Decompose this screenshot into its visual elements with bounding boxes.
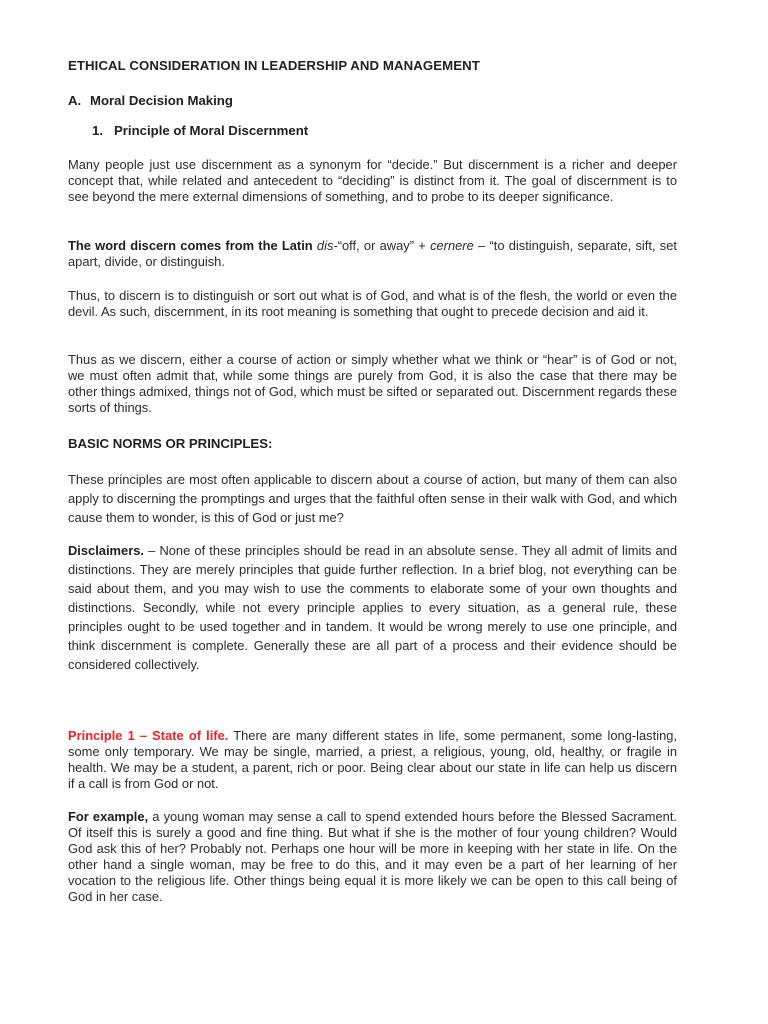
paragraph-latin-etymology: [68, 238, 677, 270]
disclaimers-text: – None of these principles should be read in an absolute sense. They all admit of limits and distinctions. They are merely principles that guide further reflection. In a brief blog, not everything can be said about them, and you may wish to use the comments to elaborate some of your own thoughts and distinctions. Secondly, while not every principle applies to every situation, as a general rule, these principles ought to be used together and in tandem. It would be wrong merely to use one principle, and think discernment is complete. Generally these are all part of a process and their evidence should be considered collectively.: [68, 543, 677, 672]
etymology-dis-meaning: “off, or away” +: [337, 238, 426, 253]
document-page: [68, 0, 677, 1024]
section-label: Moral Decision Making: [90, 93, 233, 108]
example-lead: For example,: [68, 809, 149, 824]
subsection-heading-moral-discernment: [92, 123, 308, 138]
document-title: ETHICAL CONSIDERATION IN LEADERSHIP AND MANAGEMENT: [68, 58, 480, 73]
basic-norms-heading: BASIC NORMS OR PRINCIPLES:: [68, 436, 273, 451]
example-text: a young woman may sense a call to spend extended hours before the Blessed Sacrament. Of itself this is surely a good and fine thing. But what if she is the mother of four young children? Would God ask this of her? Probably not. Perhaps one hour will be more in keeping with her state in life. On the other hand a single woman, may be free to do this, and it may even be a part of her learning of her vocation to the religious life. Other things being equal it is more likely we can be open to this call being of God in her case.: [68, 809, 677, 904]
latin-root-cernere: cernere: [430, 238, 474, 253]
paragraph-disclaimers: [68, 541, 677, 674]
principle-1-lead: Principle 1 – State of life.: [68, 728, 229, 743]
disclaimers-lead: Disclaimers.: [68, 543, 144, 558]
subsection-number: 1.: [92, 123, 103, 138]
paragraph-discern-meaning: Thus, to discern is to distinguish or sort out what is of God, and what is of the flesh, the world or even the devil. As such, discernment, in its root meaning is something that ought to precede decision and aid it.: [68, 288, 677, 319]
paragraph-principles-intro: These principles are most often applicable to discern about a course of action, but many of them can also apply to discerning the promptings and urges that the faithful often sense in their walk with God, and which cause them to wonder, is this of God or just me?: [68, 472, 677, 525]
latin-prefix-dis: dis-: [316, 238, 338, 253]
principle-1-text: There are many different states in life, some permanent, some long-lasting, some only temporary. We may be single, married, a priest, a religious, young, old, healthy, or fragile in health. We may be a student, a parent, rich or poor. Being clear about our state in life can help us discern if a call is from God or not.: [68, 728, 677, 791]
paragraph-example: [68, 809, 677, 905]
section-heading-moral-decision-making: [68, 93, 233, 108]
subsection-label: Principle of Moral Discernment: [114, 123, 309, 138]
etymology-cernere-meaning: – “to distinguish, separate, sift, set apart, divide, or distinguish.: [68, 238, 677, 269]
paragraph-discernment-sifting: Thus as we discern, either a course of action or simply whether what we think or “hear” is of God or not, we must often admit that, while some things are purely from God, it is also the case that there may be other things admixed, things not of God, which must be sifted or separated out. Discernment regards these sorts of things.: [68, 352, 677, 415]
paragraph-discernment-definition: Many people just use discernment as a synonym for “decide.” But discernment is a richer and deeper concept that, while related and antecedent to “deciding” is distinct from it. The goal of discernment is to see beyond the mere external dimensions of something, and to probe to its deeper significance.: [68, 157, 677, 204]
etymology-lead: The word discern comes from the Latin: [68, 238, 313, 253]
section-letter: A.: [68, 93, 82, 108]
paragraph-principle-1: [68, 728, 677, 792]
